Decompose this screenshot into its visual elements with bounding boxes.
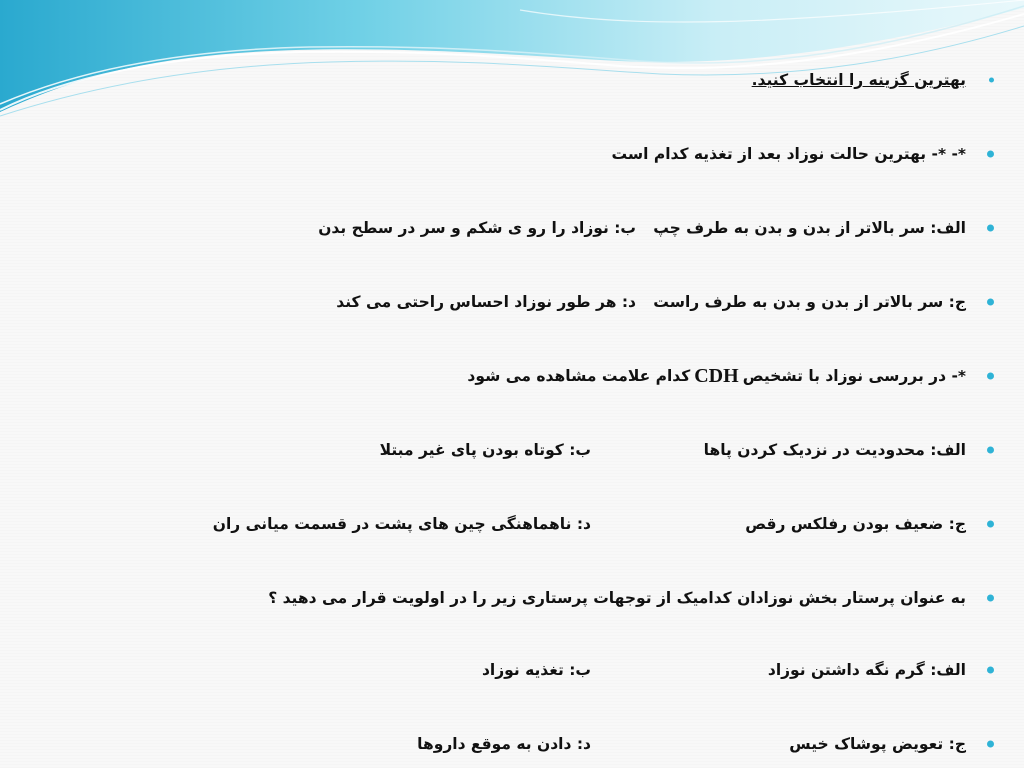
options-row bbox=[380, 430, 966, 470]
option-a: الف: محدودیت در نزدیک کردن پاها bbox=[703, 441, 966, 459]
cdh-abbreviation: CDH bbox=[694, 364, 739, 387]
option-a: الف: سر بالاتر از بدن و بدن به طرف چپ bbox=[653, 219, 966, 237]
bullet-icon bbox=[987, 521, 994, 528]
question-text: *- *- بهترین حالت نوزاد بعد از تغذیه کدام است bbox=[611, 145, 966, 163]
option-d: د: ناهماهنگی چین های پشت در قسمت میانی ران bbox=[212, 515, 591, 533]
options-row bbox=[336, 282, 966, 322]
question-row bbox=[612, 134, 967, 174]
bullet-icon bbox=[987, 667, 994, 674]
option-b: ب: نوزاد را رو ی شکم و سر در سطح بدن bbox=[318, 219, 636, 237]
instruction-text: بهترین گزینه را انتخاب کنید. bbox=[751, 71, 966, 89]
question-row bbox=[268, 578, 966, 618]
bullet-icon bbox=[987, 373, 994, 380]
bullet-icon bbox=[987, 225, 994, 232]
option-c: ج: تعویض پوشاک خیس bbox=[789, 735, 966, 753]
question-text: به عنوان پرستار بخش نوزادان کدامیک از توجهات پرستاری زیر را در اولویت قرار می دهید ؟ bbox=[268, 589, 966, 607]
bullet-icon bbox=[987, 595, 994, 602]
option-d: د: دادن به موقع داروها bbox=[417, 735, 591, 753]
options-row bbox=[318, 208, 966, 248]
bullet-icon bbox=[987, 447, 994, 454]
option-d: د: هر طور نوزاد احساس راحتی می کند bbox=[336, 293, 636, 311]
bullet-icon bbox=[989, 78, 994, 83]
options-row bbox=[482, 650, 966, 690]
question-text-after: کدام علامت مشاهده می شود bbox=[467, 367, 691, 385]
question-text-before: *- در بررسی نوزاد با تشخیص bbox=[742, 367, 966, 385]
option-b: ب: کوتاه بودن پای غیر مبتلا bbox=[379, 441, 591, 459]
option-c: ج: ضعیف بودن رفلکس رقص bbox=[745, 515, 966, 533]
instruction-row bbox=[752, 60, 966, 100]
options-row bbox=[213, 504, 966, 544]
bullet-icon bbox=[987, 151, 994, 158]
option-b: ب: تغذیه نوزاد bbox=[481, 661, 591, 679]
option-a: الف: گرم نگه داشتن نوزاد bbox=[767, 661, 966, 679]
bullet-icon bbox=[987, 299, 994, 306]
option-c: ج: سر بالاتر از بدن و بدن به طرف راست bbox=[653, 293, 966, 311]
question-row bbox=[467, 356, 966, 396]
options-row bbox=[417, 724, 966, 764]
bullet-icon bbox=[987, 741, 994, 748]
